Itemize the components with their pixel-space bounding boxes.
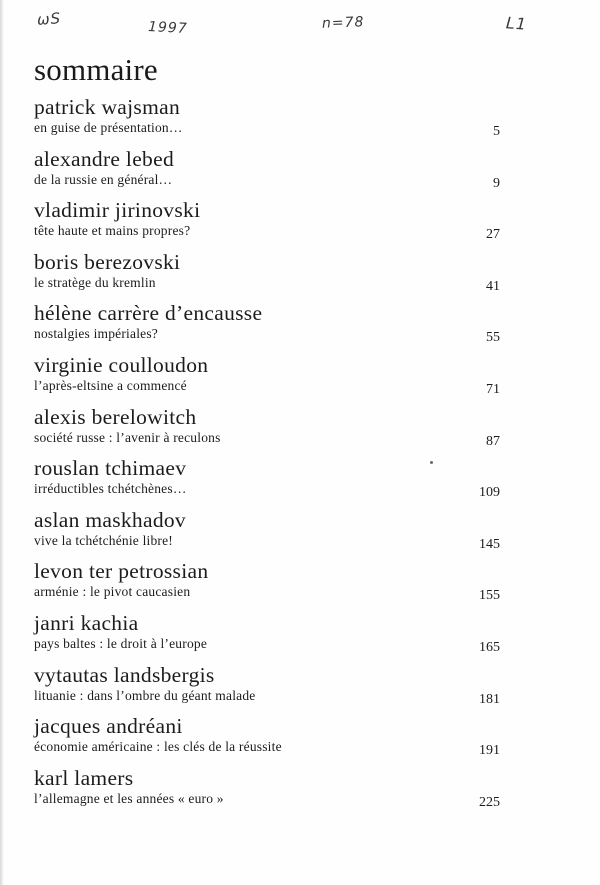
toc-entry	[34, 507, 500, 559]
toc-page-number: 145	[479, 536, 500, 552]
toc-page-number: 71	[486, 381, 500, 397]
toc-subtitle: société russe : l’avenir à reculons	[34, 429, 221, 445]
toc-author: karl lamers	[34, 765, 134, 790]
toc-entry	[34, 300, 500, 352]
toc-page-number: 27	[486, 227, 500, 243]
handwritten-note: ωS	[36, 9, 62, 29]
toc-page-number: 41	[486, 278, 500, 294]
toc-author: alexis berelowitch	[34, 404, 197, 429]
toc-author: vytautas landsbergis	[34, 662, 215, 687]
toc-author: jacques andréani	[34, 714, 183, 739]
toc-entry	[34, 94, 500, 146]
toc-subtitle: l’après-eltsine a commencé	[34, 377, 187, 393]
table-of-contents	[34, 94, 500, 816]
toc-author: alexandre lebed	[34, 146, 174, 171]
toc-subtitle: vive la tchétchénie libre!	[34, 532, 174, 548]
toc-page-number: 55	[486, 330, 500, 346]
toc-entry	[34, 352, 500, 404]
toc-page-number: 165	[479, 639, 500, 655]
toc-author: boris berezovski	[34, 249, 181, 274]
toc-subtitle: en guise de présentation…	[34, 120, 183, 135]
toc-page-number: 225	[479, 794, 500, 810]
toc-subtitle: pays baltes : le droit à l’europe	[34, 635, 208, 651]
toc-author: patrick wajsman	[34, 95, 180, 119]
toc-entry	[34, 146, 500, 198]
toc-subtitle: irréductibles tchétchènes…	[34, 481, 187, 497]
toc-subtitle: économie américaine : les clés de la réussite	[34, 739, 282, 755]
toc-entry	[34, 249, 500, 301]
page-title: sommaire	[34, 52, 158, 87]
handwritten-annotations	[0, 0, 600, 50]
toc-author: vladimir jirinovski	[34, 198, 201, 223]
toc-author: janri kachia	[34, 610, 139, 635]
toc-subtitle: de la russie en général…	[34, 171, 173, 187]
toc-page-number: 155	[479, 588, 500, 604]
toc-subtitle: l’allemagne et les années « euro »	[34, 790, 224, 806]
toc-page-number: 109	[479, 485, 500, 501]
scan-speck	[430, 461, 433, 464]
toc-author: levon ter petrossian	[34, 559, 209, 584]
toc-author: virginie coulloudon	[34, 352, 209, 377]
toc-entry	[34, 404, 500, 456]
toc-subtitle: lituanie : dans l’ombre du géant malade	[34, 687, 256, 703]
handwritten-note: L1	[505, 13, 528, 34]
toc-page-number: 87	[486, 433, 500, 449]
toc-author: aslan maskhadov	[34, 507, 186, 532]
handwritten-note: 1997	[147, 18, 189, 38]
toc-entry	[34, 558, 500, 610]
toc-subtitle: le stratège du kremlin	[34, 274, 156, 290]
toc-subtitle: arménie : le pivot caucasien	[34, 584, 191, 600]
toc-entry	[34, 662, 500, 714]
toc-entry	[34, 765, 500, 817]
toc-author: rouslan tchimaev	[34, 456, 187, 481]
toc-entry	[34, 713, 500, 765]
toc-page-number: 5	[493, 124, 500, 139]
toc-author: hélène carrère d’encausse	[34, 301, 263, 326]
toc-page-number: 9	[493, 175, 500, 191]
toc-subtitle: nostalgies impériales?	[34, 326, 158, 342]
handwritten-note: n=78	[321, 14, 365, 32]
toc-entry	[34, 610, 500, 662]
toc-subtitle: tête haute et mains propres?	[34, 223, 191, 239]
toc-entry	[34, 197, 500, 249]
scan-edge	[0, 0, 4, 885]
toc-page-number: 181	[479, 691, 500, 707]
toc-page-number: 191	[479, 743, 500, 759]
